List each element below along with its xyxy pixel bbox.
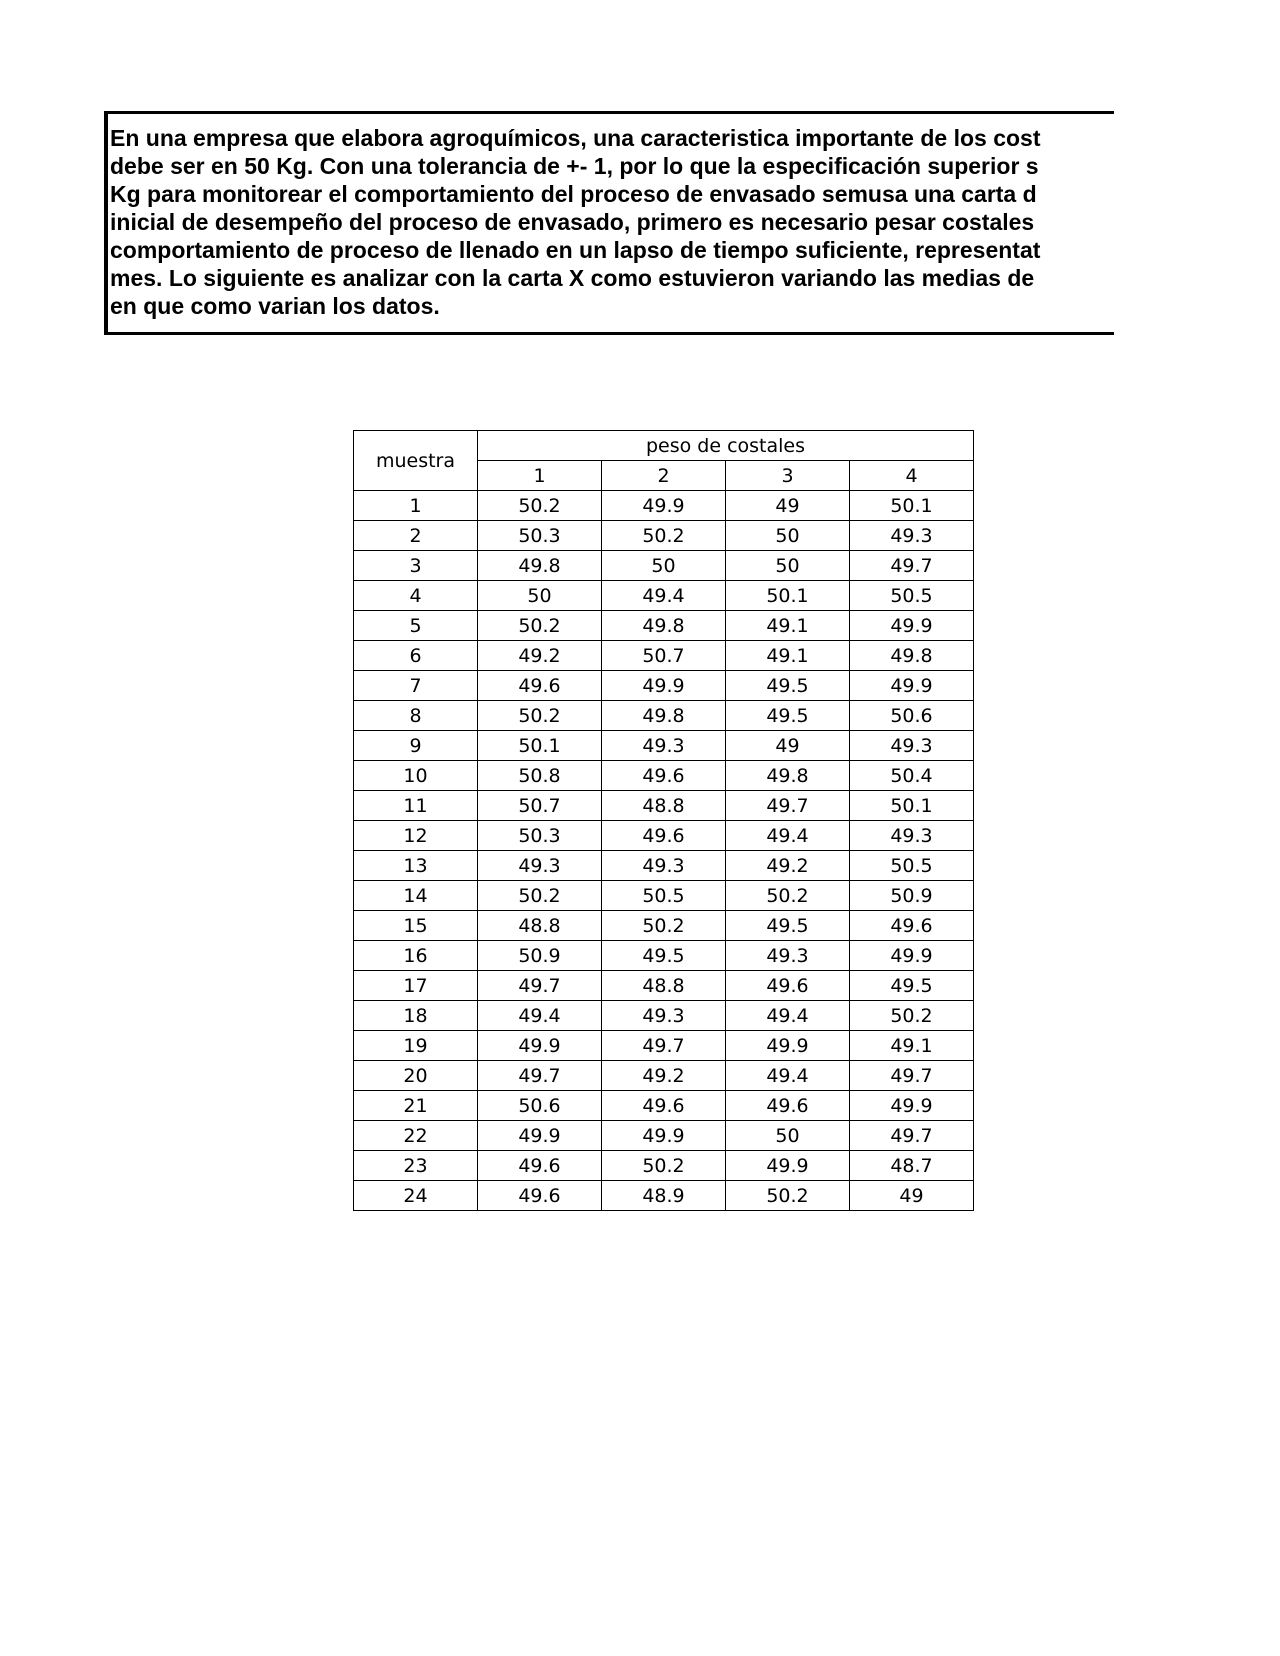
weight-cell: 50.5 [850, 581, 974, 611]
sample-number-cell: 18 [354, 1001, 478, 1031]
weight-cell: 49.8 [602, 611, 726, 641]
weight-cell: 49.5 [602, 941, 726, 971]
weight-cell: 49.6 [850, 911, 974, 941]
weight-cell: 49.7 [478, 971, 602, 1001]
weight-cell: 49.9 [478, 1121, 602, 1151]
weight-cell: 49.7 [602, 1031, 726, 1061]
weight-column-header: 4 [850, 461, 974, 491]
weight-cell: 50.2 [478, 701, 602, 731]
table-row [354, 791, 974, 821]
table-row [354, 881, 974, 911]
weight-cell: 48.9 [602, 1181, 726, 1211]
weight-cell: 50.2 [602, 1151, 726, 1181]
weight-cell: 49.9 [850, 671, 974, 701]
weight-cell: 49.2 [726, 851, 850, 881]
table-row [354, 491, 974, 521]
weight-cell: 49.7 [478, 1061, 602, 1091]
weight-cell: 50.1 [850, 791, 974, 821]
weight-cell: 49.7 [850, 1121, 974, 1151]
problem-line: inicial de desempeño del proceso de envasado, primero es necesario pesar costales [110, 209, 1035, 235]
weight-cell: 50.2 [478, 881, 602, 911]
weight-cell: 49.4 [478, 1001, 602, 1031]
table-row [354, 971, 974, 1001]
table-row [354, 611, 974, 641]
weight-cell: 50.2 [478, 611, 602, 641]
weight-cell: 50.5 [602, 881, 726, 911]
weight-cell: 50 [726, 521, 850, 551]
sample-number-cell: 14 [354, 881, 478, 911]
table-row [354, 1181, 974, 1211]
problem-statement-text [110, 124, 1114, 320]
sample-column-header: muestra [354, 431, 478, 491]
weight-cell: 48.8 [602, 791, 726, 821]
table-row [354, 551, 974, 581]
sample-number-cell: 12 [354, 821, 478, 851]
weight-cell: 49.7 [850, 551, 974, 581]
sample-number-cell: 24 [354, 1181, 478, 1211]
weight-cell: 50.2 [602, 911, 726, 941]
weight-cell: 49.9 [726, 1151, 850, 1181]
table-row [354, 671, 974, 701]
weight-cell: 49.4 [726, 1001, 850, 1031]
weight-cell: 49.7 [850, 1061, 974, 1091]
weight-cell: 49.2 [602, 1061, 726, 1091]
problem-line: debe ser en 50 Kg. Con una tolerancia de +- 1, por lo que la especificación superior s [110, 153, 1039, 179]
table-row [354, 581, 974, 611]
weight-cell: 49 [850, 1181, 974, 1211]
weight-cell: 50.2 [726, 881, 850, 911]
weight-cell: 49 [726, 731, 850, 761]
weight-cell: 49.3 [478, 851, 602, 881]
weight-cell: 49.6 [602, 1091, 726, 1121]
table-row [354, 1031, 974, 1061]
weight-cell: 49.7 [726, 791, 850, 821]
table-header-row [354, 431, 974, 461]
table-row [354, 641, 974, 671]
weight-cell: 49.9 [602, 671, 726, 701]
weight-cell: 50.7 [478, 791, 602, 821]
table-row [354, 851, 974, 881]
sample-number-cell: 8 [354, 701, 478, 731]
table-row [354, 941, 974, 971]
table-row [354, 701, 974, 731]
table-row [354, 521, 974, 551]
weight-cell: 49.2 [478, 641, 602, 671]
sample-number-cell: 10 [354, 761, 478, 791]
sample-number-cell: 16 [354, 941, 478, 971]
table-row [354, 1121, 974, 1151]
weight-cell: 50.9 [850, 881, 974, 911]
sample-number-cell: 2 [354, 521, 478, 551]
weight-cell: 50 [478, 581, 602, 611]
weight-cell: 50.7 [602, 641, 726, 671]
weight-cell: 49.6 [602, 821, 726, 851]
sack-weight-table [353, 430, 974, 1211]
weight-column-header: 2 [602, 461, 726, 491]
weight-cell: 49.6 [726, 971, 850, 1001]
weight-column-header: 3 [726, 461, 850, 491]
weight-cell: 48.8 [478, 911, 602, 941]
weight-cell: 49.8 [850, 641, 974, 671]
weight-cell: 49.6 [602, 761, 726, 791]
weight-cell: 49 [726, 491, 850, 521]
weight-cell: 49.8 [602, 701, 726, 731]
table-row [354, 1001, 974, 1031]
table-row [354, 1151, 974, 1181]
table-row [354, 821, 974, 851]
problem-statement-box [104, 111, 1114, 335]
weight-cell: 49.3 [602, 851, 726, 881]
sample-number-cell: 9 [354, 731, 478, 761]
weight-cell: 49.4 [602, 581, 726, 611]
weight-cell: 50 [602, 551, 726, 581]
table-row [354, 1091, 974, 1121]
weight-cell: 49.1 [726, 641, 850, 671]
weight-cell: 49.5 [726, 911, 850, 941]
weight-cell: 49.1 [726, 611, 850, 641]
weight-cell: 49.5 [726, 671, 850, 701]
weight-cell: 50.1 [850, 491, 974, 521]
weight-cell: 49.3 [850, 821, 974, 851]
weight-cell: 49.6 [726, 1091, 850, 1121]
sample-number-cell: 13 [354, 851, 478, 881]
problem-line: en que como varian los datos. [110, 293, 440, 319]
weight-cell: 50 [726, 551, 850, 581]
table-body [354, 491, 974, 1211]
problem-line: Kg para monitorear el comportamiento del proceso de envasado semusa una carta d [110, 181, 1037, 207]
weight-cell: 49.3 [850, 731, 974, 761]
weight-cell: 50.2 [726, 1181, 850, 1211]
weight-cell: 50.1 [726, 581, 850, 611]
weight-cell: 49.9 [850, 1091, 974, 1121]
sample-number-cell: 4 [354, 581, 478, 611]
weight-cell: 49.9 [602, 1121, 726, 1151]
weight-cell: 49.8 [726, 761, 850, 791]
weight-cell: 50.6 [850, 701, 974, 731]
weight-cell: 50.2 [602, 521, 726, 551]
weight-cell: 49.9 [850, 611, 974, 641]
weight-group-header: peso de costales [478, 431, 974, 461]
weight-cell: 50.2 [478, 491, 602, 521]
sample-number-cell: 15 [354, 911, 478, 941]
sample-number-cell: 19 [354, 1031, 478, 1061]
sample-number-cell: 1 [354, 491, 478, 521]
sample-number-cell: 22 [354, 1121, 478, 1151]
sample-number-cell: 21 [354, 1091, 478, 1121]
weight-cell: 50.3 [478, 521, 602, 551]
sample-number-cell: 11 [354, 791, 478, 821]
weight-cell: 49.6 [478, 671, 602, 701]
sample-number-cell: 17 [354, 971, 478, 1001]
weight-cell: 49.3 [602, 731, 726, 761]
problem-line: mes. Lo siguiente es analizar con la carta X como estuvieron variando las medias de [110, 265, 1035, 291]
weight-cell: 49.8 [478, 551, 602, 581]
weight-cell: 49.6 [478, 1151, 602, 1181]
weight-cell: 49.4 [726, 1061, 850, 1091]
weight-cell: 50.4 [850, 761, 974, 791]
table-row [354, 1061, 974, 1091]
weight-cell: 50.8 [478, 761, 602, 791]
weight-cell: 50.9 [478, 941, 602, 971]
sample-number-cell: 23 [354, 1151, 478, 1181]
problem-line: comportamiento de proceso de llenado en un lapso de tiempo suficiente, representat [110, 237, 1041, 263]
weight-cell: 49.5 [850, 971, 974, 1001]
weight-cell: 50.5 [850, 851, 974, 881]
weight-cell: 48.8 [602, 971, 726, 1001]
weight-cell: 49.9 [726, 1031, 850, 1061]
weight-column-header: 1 [478, 461, 602, 491]
sample-number-cell: 3 [354, 551, 478, 581]
table-row [354, 731, 974, 761]
weight-cell: 48.7 [850, 1151, 974, 1181]
weight-cell: 49.5 [726, 701, 850, 731]
weight-cell: 49.9 [850, 941, 974, 971]
table-row [354, 911, 974, 941]
weight-cell: 49.3 [602, 1001, 726, 1031]
weight-cell: 49.6 [478, 1181, 602, 1211]
weight-cell: 49.9 [478, 1031, 602, 1061]
weight-cell: 49.3 [850, 521, 974, 551]
table-row [354, 761, 974, 791]
problem-line: En una empresa que elabora agroquímicos, una caracteristica importante de los cost [110, 125, 1041, 151]
sample-number-cell: 5 [354, 611, 478, 641]
weight-cell: 50.3 [478, 821, 602, 851]
weight-cell: 49.9 [602, 491, 726, 521]
weight-cell: 50 [726, 1121, 850, 1151]
weight-cell: 49.1 [850, 1031, 974, 1061]
sample-number-cell: 7 [354, 671, 478, 701]
weight-cell: 50.2 [850, 1001, 974, 1031]
weight-cell: 50.6 [478, 1091, 602, 1121]
weight-cell: 49.4 [726, 821, 850, 851]
sample-number-cell: 6 [354, 641, 478, 671]
weight-cell: 50.1 [478, 731, 602, 761]
sample-number-cell: 20 [354, 1061, 478, 1091]
weight-cell: 49.3 [726, 941, 850, 971]
